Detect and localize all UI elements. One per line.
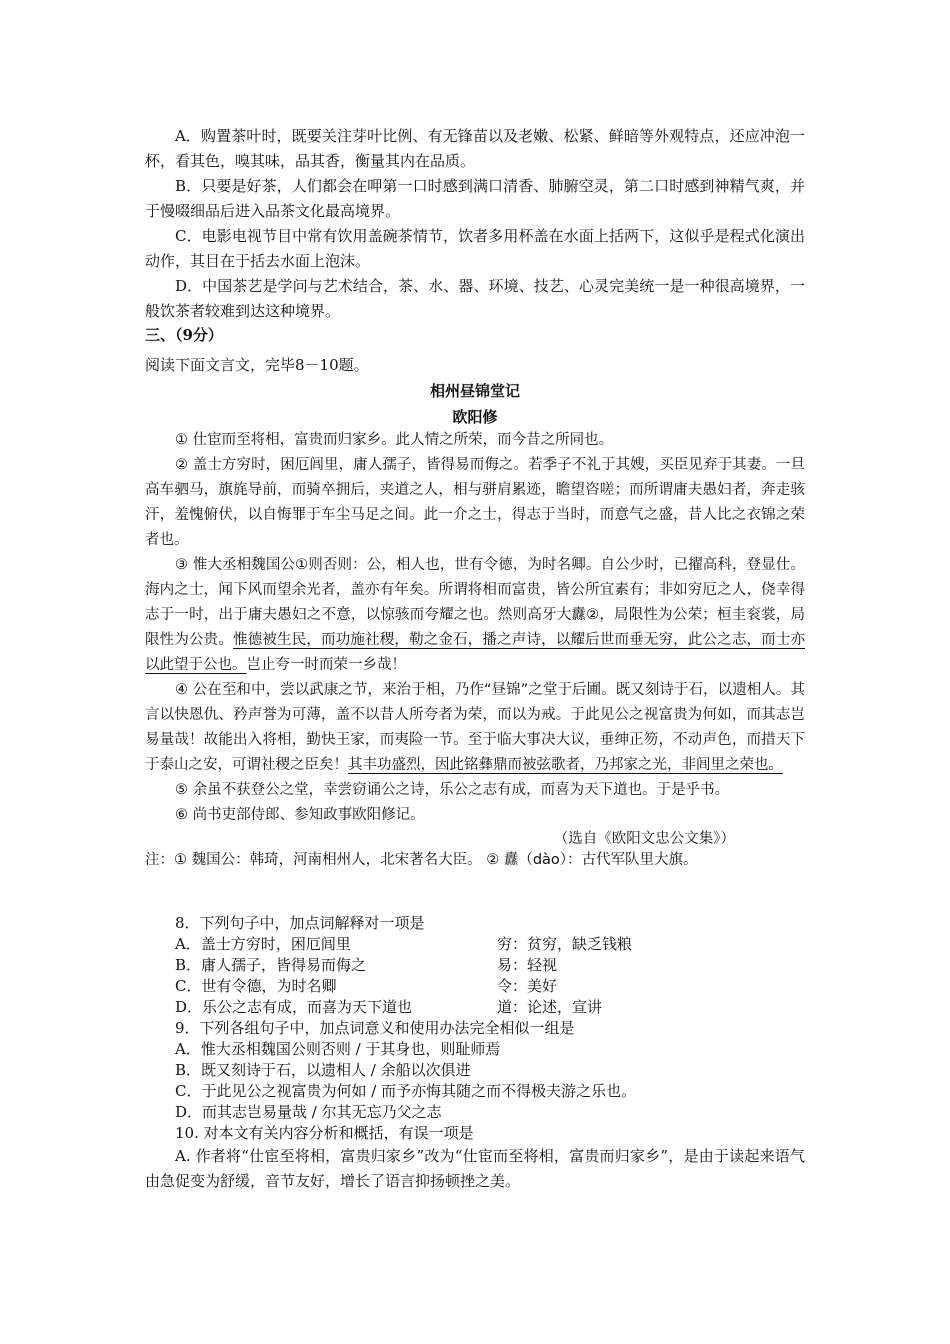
section-three — [145, 323, 805, 430]
q10-stem: 10. 对本文有关内容分析和概括，有误一项是 — [175, 1124, 474, 1142]
option-a: A．购置茶叶时，既要关注芽叶比例、有无锋苗以及老嫩、松紧、鲜暗等外观特点，还应冲泡一杯，看其色，嗅其味，品其香，衡量其内在品质。 — [145, 127, 805, 170]
option-d: D．中国茶艺是学问与艺术结合，茶、水、器、环境、技艺、心灵完美统一是一种很高境界，一般饮茶者较难到达这种境界。 — [145, 277, 805, 320]
q8-stem: 8．下列句子中，加点词解释对一项是 — [175, 914, 425, 932]
passage-para-6: ⑥ 尚书吏部侍郎、参知政事欧阳修记。 — [175, 807, 425, 823]
passage-author: 欧阳修 — [452, 408, 498, 426]
q10-option-a: A. 作者将“仕宦至将相，富贵归家乡”改为“仕宦而至将相，富贵而归家乡”，是由于读起来语气由急促变为舒缓，音节友好，增长了语言抑扬顿挫之美。 — [145, 1147, 805, 1190]
passage-para-5: ⑤ 余虽不获登公之堂，幸尝窃诵公之诗，乐公之志有成，而喜为天下道也。于是乎书。 — [175, 782, 730, 798]
q8-option-a: A．盖士方穷时，困厄闾里 穷：贫穷，缺乏钱粮 — [175, 935, 633, 953]
questions — [145, 913, 805, 1194]
passage-para-2: ② 盖士方穷时，困厄闾里，庸人孺子，皆得易而侮之。若季子不礼于其嫂，买臣见弃于其妻。一旦高车驷马，旗旄导前，而骑卒拥后，夹道之人，相与骈肩累迹，瞻望咨嗟；而所谓庸夫愚妇者，奔走骇汗，羞愧俯伏，以自悔罪于车尘马足之间。此一介之士，得志于当时，而意气之盛，昔人比之衣锦之荣者也。 — [145, 457, 805, 548]
option-b: B．只要是好茶，人们都会在呷第一口时感到满口清香、肺腑空灵，第二口时感到神精气爽，并于慢啜细品后进入品茶文化最高境界。 — [145, 177, 805, 220]
q8-option-d: D．乐公之志有成，而喜为天下道也 道：论述，宣讲 — [175, 998, 603, 1016]
q9-option-d: D．而其志岂易量哉 / 尔其无忘乃父之志 — [175, 1103, 442, 1121]
para-3-text: ③ 惟大丞相魏国公①则否则：公，相人也，世有令德，为时名卿。自公少时，已擢高科，登显仕。海内之士，闻下风而望余光者，盖亦有年矣。所谓将相而富贵，皆公所宜素有；非如穷厄之人，侥幸得志于一时，出于庸夫愚妇之不意，以惊骇而夸耀之也。然则高牙大纛②，局限性为公荣；桓圭衮裳，局限性为公贵。 — [145, 557, 805, 648]
passage-para-1: ① 仕宦而至将相，富贵而归家乡。此人情之所荣，而今昔之所同也。 — [175, 432, 614, 448]
passage-note: 注：① 魏国公：韩琦，河南相州人，北宋著名大臣。 ② 纛（dào）：古代军队里大旗。 — [145, 852, 698, 868]
para-3-text-end: 岂止夸一时而荣一乡哉！ — [246, 657, 406, 673]
q8-option-c: C．世有令德，为时名卿 令：美好 — [175, 977, 558, 995]
section-instruction: 阅读下面文言文，完毕8－10题。 — [145, 356, 369, 374]
q9-option-b: B．既又刻诗于石，以遗相人 / 余船以次俱进 — [175, 1061, 471, 1079]
q9-stem: 9．下列各组句子中，加点词意义和使用办法完全相似一组是 — [175, 1019, 575, 1037]
section-heading: 三、（9分） — [145, 326, 223, 344]
para-4-underlined: 其丰功盛烈，因此铭彝鼎而被弦歌者，乃邦家之光，非闾里之荣也。 — [348, 757, 783, 773]
q9-option-a: A．惟大丞相魏国公则否则 / 于其身也，则耻师焉 — [175, 1040, 501, 1058]
previous-question-options — [145, 124, 805, 324]
passage-para-4 — [145, 678, 805, 778]
para-4-text: ④ 公在至和中，尝以武康之节，来治于相，乃作“昼锦”之堂于后圃。既又刻诗于石，以遗相人。其言以快恩仇、矜声誉为可薄，盖不以昔人所夸者为荣，而以为戒。于此见公之视富贵为何如，而其志岂易量哉！故能出入将相，勤快王家，而夷险一节。至于临大事决大议，垂绅正笏，不动声色，而措天下于泰山之安，可谓社稷之臣矣！ — [145, 682, 805, 773]
classical-passage — [145, 428, 805, 870]
option-c: C．电影电视节目中常有饮用盖碗茶情节，饮者多用杯盖在水面上括两下，这似乎是程式化演出动作，其目在于括去水面上泡沫。 — [145, 227, 805, 270]
passage-title: 相州昼锦堂记 — [429, 382, 520, 400]
passage-para-3 — [145, 553, 805, 678]
passage-source: （选自《欧阳文忠公文集》） — [553, 831, 735, 847]
para-3-underlined: 惟德被生民，而功施社稷，勒之金石，播之声诗，以耀后世而垂无穷，此公之志，而士亦以此望于公也。 — [145, 632, 806, 673]
q8-option-b: B．庸人孺子，皆得易而侮之 易：轻视 — [175, 956, 558, 974]
q9-option-c: C．于此见公之视富贵为何如 / 而予亦悔其随之而不得极夫游之乐也。 — [175, 1082, 637, 1100]
